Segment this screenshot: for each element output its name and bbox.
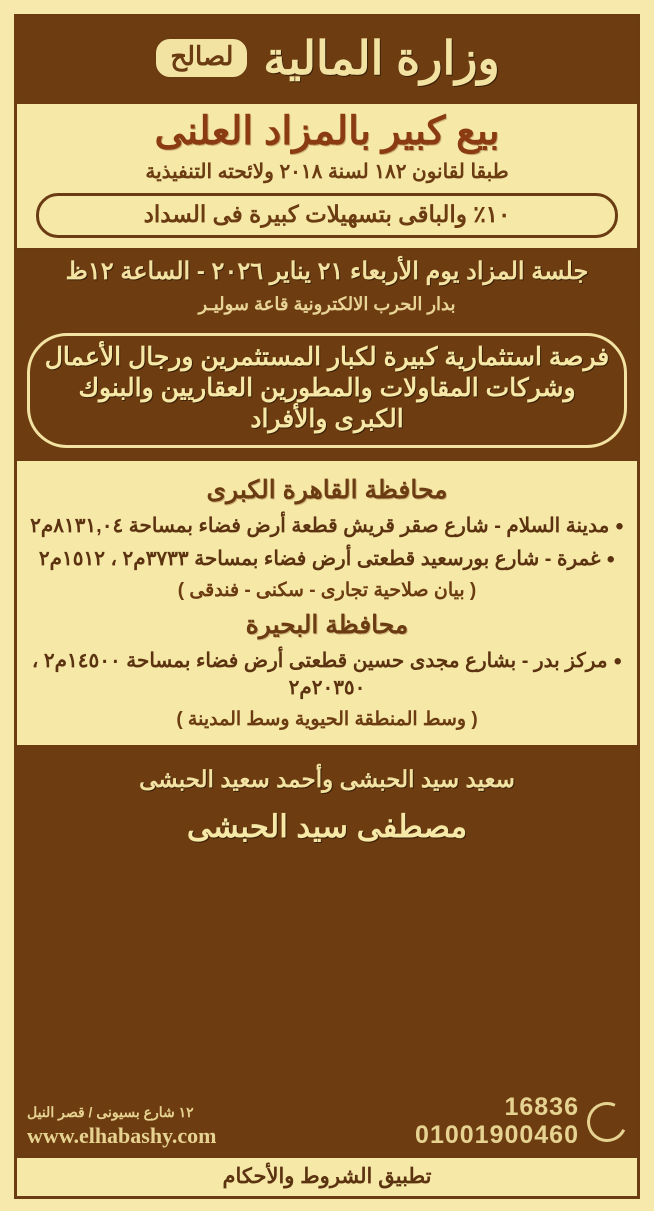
- payment-terms-badge: ١٠٪ والباقى بتسهيلات كبيرة فى السداد: [36, 193, 618, 238]
- auction-headline: بيع كبير بالمزاد العلنى: [154, 110, 500, 153]
- footer-terms: تطبيق الشروط والأحكام: [17, 1158, 637, 1196]
- listing-item-text: غمرة - شارع بورسعيد قطعتى أرض فضاء بمساحة ٣٧٣٣م٢ ، ١٥١٢م٢: [38, 548, 601, 571]
- law-reference: طبقا لقانون ١٨٢ لسنة ٢٠١٨ ولائحته التنفيذية: [145, 160, 509, 183]
- listing-item: [29, 546, 625, 573]
- bullet-icon: ●: [606, 550, 616, 568]
- header-band: [17, 17, 637, 104]
- opportunity-text: فرصة استثمارية كبيرة لكبار المستثمرين ورجال الأعمال وشركات المقاولات والمطورين العقاريين والبنوك الكبرى والأفراد: [27, 333, 627, 449]
- phone-icon: [581, 1096, 632, 1147]
- phone-block[interactable]: [415, 1094, 627, 1149]
- listing-item-text: مدينة السلام - شارع صقر قريش قطعة أرض فضاء بمساحة ٨١٣١,٠٤م٢: [30, 515, 610, 538]
- office-address: ١٢ شارع بسيونى / قصر النيل: [27, 1104, 194, 1120]
- contact-section: [17, 748, 637, 1158]
- ministry-title: وزارة المالية: [263, 32, 500, 84]
- listing-note-2: ( وسط المنطقة الحيوية وسط المدينة ): [176, 709, 478, 731]
- listing-note-1: ( بيان صلاحية تجارى - سكنى - فندقى ): [177, 580, 477, 602]
- phone-numbers[interactable]: [415, 1094, 579, 1149]
- contact-details: [27, 1094, 627, 1149]
- web-block[interactable]: [27, 1104, 216, 1149]
- on-behalf-badge: لصالح: [154, 37, 249, 79]
- session-band: [17, 251, 637, 327]
- bullet-icon: ●: [614, 517, 624, 535]
- governorate-title-2: محافظة البحيرة: [245, 611, 409, 640]
- session-venue: بدار الحرب الالكترونية قاعة سوليـر: [198, 293, 456, 314]
- listing-item: [29, 513, 625, 540]
- advertisement-frame: [14, 14, 640, 1199]
- phone-primary[interactable]: 16836: [504, 1093, 579, 1121]
- listing-item-text: مركز بدر - بشارع مجدى حسين قطعتى أرض فضاء بمساحة ١٤٥٠٠م٢ ، ٢٠٣٥٠م٢: [31, 650, 608, 700]
- website-url[interactable]: www.elhabashy.com: [27, 1123, 217, 1148]
- phone-secondary[interactable]: 01001900460: [415, 1120, 579, 1149]
- bullet-icon: ●: [613, 652, 623, 670]
- auctioneer-names: سعيد سيد الحبشى وأحمد سعيد الحبشى: [139, 766, 515, 793]
- auction-headline-section: [17, 104, 637, 251]
- opportunity-band: [17, 327, 637, 462]
- auctioneer-main-name: مصطفى سيد الحبشى: [186, 809, 468, 845]
- listings-section: [17, 461, 637, 748]
- session-datetime: جلسة المزاد يوم الأربعاء ٢١ يناير ٢٠٢٦ - الساعة ١٢ظ: [65, 257, 589, 285]
- governorate-title-1: محافظة القاهرة الكبرى: [206, 476, 448, 505]
- listing-item: [29, 648, 625, 702]
